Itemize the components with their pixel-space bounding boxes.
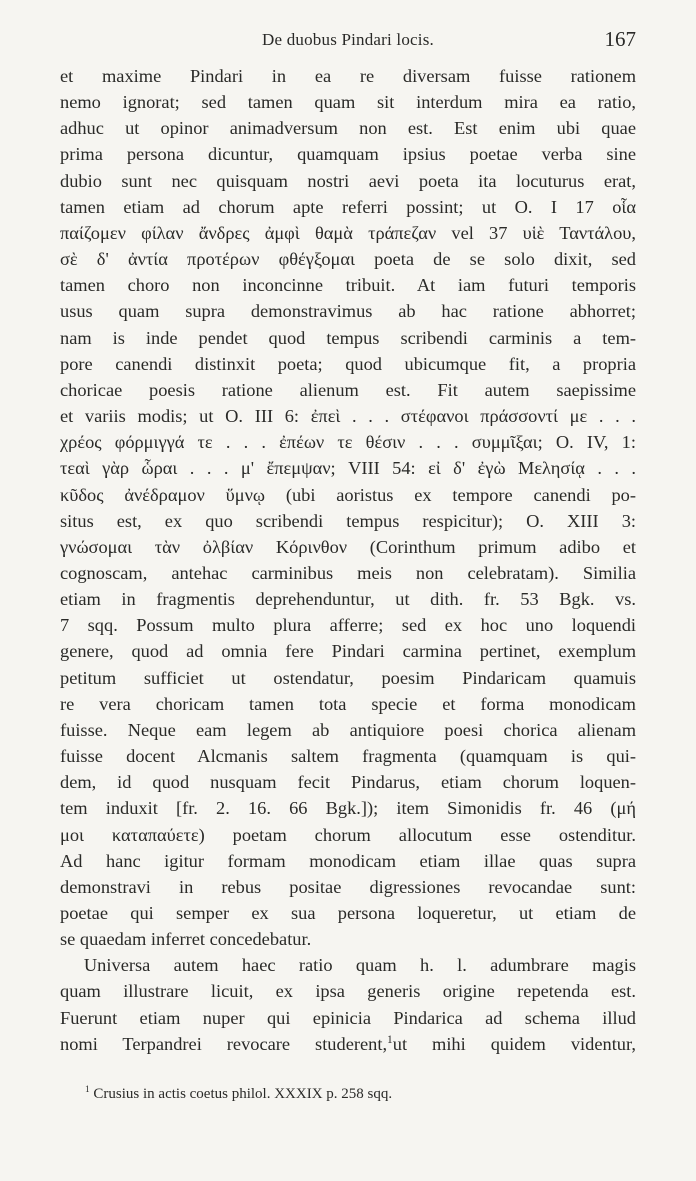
text-line: dubio sunt nec quisquam nostri aevi poeta ita locuturus erat, — [60, 170, 636, 191]
text-line: nemo ignorat; sed tamen quam sit interdum mira ea ratio, — [60, 92, 636, 113]
paragraph-start-line: Universa autem haec ratio quam h. l. adumbrare magis — [83, 955, 636, 976]
text-line: et variis modis; ut O. III 6: ἐπεὶ . . . στέφανοι πράσσοντί με . . . — [60, 406, 636, 427]
page-header — [60, 27, 636, 60]
text-line: 7 sqq. Possum multo plura afferre; sed ex hoc uno loquendi — [60, 615, 636, 636]
text-line: Fuerunt etiam nuper qui epinicia Pindarica ad schema illud — [60, 1007, 636, 1028]
running-title: De duobus Pindari locis. — [262, 30, 434, 49]
text-line: tamen etiam ad chorum apte referri possint; ut O. I 17 οἷα — [60, 196, 636, 217]
text-line: κῦδος ἀνέδραμον ὕμνῳ (ubi aoristus ex tempore canendi po- — [60, 484, 636, 505]
paragraph-end-line: se quaedam inferret concedebatur. — [60, 929, 312, 950]
text-line: usus quam supra demonstravimus ab hac ratione abhorret; — [60, 301, 636, 322]
text-line: τεαὶ γὰρ ὧραι . . . μ' ἔπεμψαν; VIII 54: εἰ δ' ἐγὼ Μελησίᾳ . . . — [60, 458, 636, 479]
text-line: tem induxit [fr. 2. 16. 66 Bgk.]); item Simonidis fr. 46 (μή — [60, 798, 636, 819]
text-line: παίζομεν φίλαν ἄνδρες ἀμφὶ θαμὰ τράπεζαν vel 37 υἱὲ Ταντάλου, — [60, 222, 636, 243]
text-line: σὲ δ' ἀντία προτέρων φθέγξομαι poeta de se solo dixit, sed — [60, 249, 636, 270]
footnote-marker: 1 — [85, 1085, 90, 1095]
text-line: fuisse docent Alcmanis saltem fragmenta (quamquam is qui- — [60, 746, 636, 767]
text-line: quam illustrare licuit, ex ipsa generis origine repetenda est. — [60, 981, 636, 1002]
text-line: etiam in fragmentis deprehenduntur, ut dith. fr. 53 Bgk. vs. — [60, 589, 636, 610]
text-line: poetae qui semper ex sua persona loqueretur, ut etiam de — [60, 903, 636, 923]
text-segment: nomi Terpandrei revocare studerent, — [60, 1033, 388, 1054]
text-line: et maxime Pindari in ea re diversam fuisse rationem — [60, 66, 636, 86]
text-line: demonstravi in rebus positae digressiones revocandae sunt: — [60, 876, 636, 897]
text-segment: ut mihi quidem videntur, — [392, 1033, 636, 1054]
text-line: χρέος φόρμιγγά τε . . . ἐπέων τε θέσιν . . . συμμῖξαι; O. IV, 1: — [60, 432, 636, 453]
text-line: γνώσομαι τὰν ὀλβίαν Κόρινθον (Corinthum primum adibo et — [60, 536, 636, 557]
text-line: pore canendi distinxit poeta; quod ubicumque fit, a propria — [60, 353, 636, 374]
text-line: genere, quod ad omnia fere Pindari carmina pertinet, exemplum — [60, 641, 636, 662]
text-line: re vera choricam tamen tota specie et forma monodicam — [60, 693, 636, 714]
text-line: Ad hanc igitur formam monodicam etiam illae quas supra — [60, 850, 636, 871]
footnote-text: Crusius in actis coetus philol. XXXIX p. 258 sqq. — [93, 1086, 393, 1102]
text-line: cognoscam, antehac carminibus meis non celebratam). Similia — [60, 562, 636, 583]
text-line: dem, id quod nusquam fecit Pindarus, etiam chorum loquen- — [60, 772, 636, 793]
text-line: adhuc ut opinor animadversum non est. Est enim ubi quae — [60, 118, 636, 139]
page-number: 167 — [604, 27, 636, 51]
footnote — [60, 1084, 661, 1104]
text-line: petitum sufficiet ut ostendatur, poesim Pindaricam quamuis — [60, 667, 636, 688]
text-line: μοι καταπαύετε) poetam chorum allocutum esse ostenditur. — [60, 824, 636, 845]
text-line: fuisse. Neque eam legem ab antiquiore poesi chorica alienam — [60, 719, 636, 740]
text-line: choricae poesis ratione alienum est. Fit autem saepissime — [60, 379, 636, 400]
text-line: situs est, ex quo scribendi tempus respicitur); O. XIII 3: — [60, 510, 636, 531]
text-line-with-note — [60, 1031, 636, 1057]
footnote-reference: 1 — [387, 1033, 393, 1046]
text-line: prima persona dicuntur, quamquam ipsius poetae verba sine — [60, 144, 636, 165]
text-line: nam is inde pendet quod tempus scribendi carminis a tem- — [60, 327, 636, 348]
text-line: tamen choro non inconcinne tribuit. At iam futuri temporis — [60, 275, 636, 296]
body-text — [60, 63, 636, 1057]
